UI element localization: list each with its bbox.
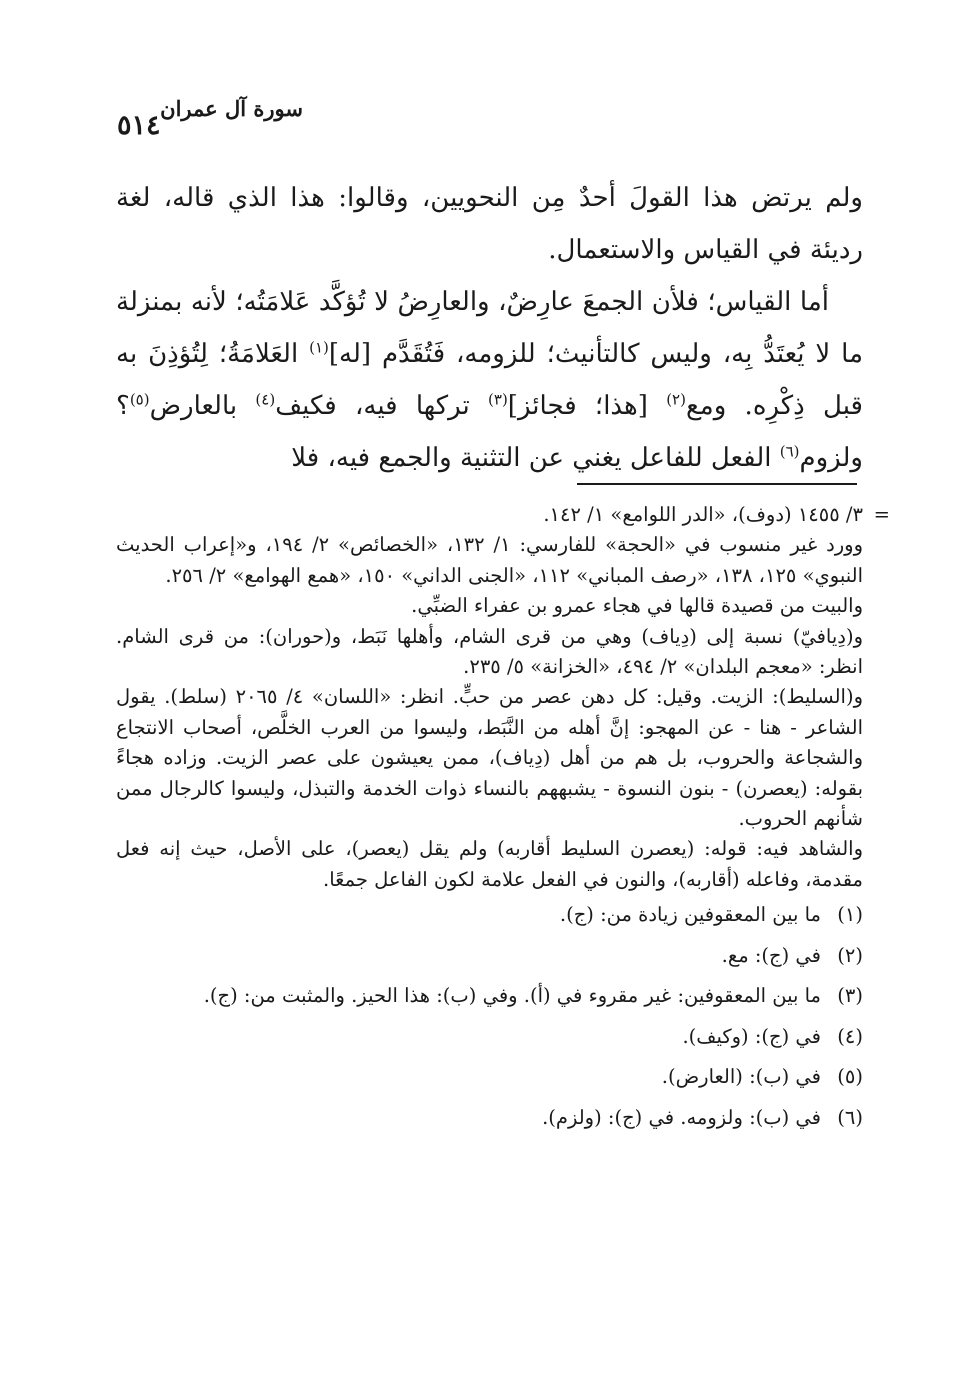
paragraph-2-part-e: بالعارض bbox=[149, 391, 256, 421]
footnote-text: في (ب): (العارض). bbox=[661, 1065, 821, 1089]
footnote-poet-note: والبيت من قصيدة قالها في هجاء عمرو بن عفراء الضبِّي. bbox=[411, 594, 863, 618]
footnote-ref-4: (٤) bbox=[255, 390, 276, 409]
paragraph-2-part-b: العَلامَةُ؛ لِتُؤذِنَ به قبل ذِكْرِه. ومع bbox=[116, 339, 863, 421]
footnote-text: في (ج): مع. bbox=[721, 943, 821, 967]
footnote-ref-5: (٥) bbox=[129, 390, 150, 409]
continuation-mark: = bbox=[873, 503, 890, 526]
footnote-number: (٤) bbox=[837, 1024, 863, 1048]
footnote-shahid-note: والشاهد فيه: قوله: (يعصرن السليط أقاربه) ولم يقل (يعصر)، على الأصل، حيث إنه فعل مقدمة، وفاعله (أقاربه)، والنون في الفعل علامة لكون الفاعل جمعًا. bbox=[116, 837, 863, 891]
running-title: سورة آل عمران bbox=[160, 96, 303, 121]
paragraph-1-line-2: رديئة في القياس والاستعمال. bbox=[548, 235, 863, 265]
page-number: ٥١٤ bbox=[117, 110, 161, 141]
footnote-number: (٥) bbox=[837, 1065, 863, 1089]
footnote-item-4 bbox=[116, 1017, 863, 1058]
continuation-text: ٣/ ١٤٥٥ (دوف)، «الدر اللوامع» ١/ ١٤٢. bbox=[543, 503, 863, 526]
footnote-number: (٣) bbox=[837, 984, 863, 1008]
footnote-diyafi-note: و(دِيافيّ) نسبة إلى (دِياف) وهي من قرى الشام، وأهلها نَبَط، و(حوران): من قرى الشام. انظر: «معجم البلدان» ٢/ ٤٩٤، «الخزانة» ٥/ ٢٣٥. bbox=[116, 624, 863, 679]
paragraph-2-part-a: أما القياس؛ فلأن الجمعَ عارِضٌ، والعارِضُ لا تُؤكَّد عَلامَتُه؛ لأنه بمنزلة ما لا يُعتَدُّ بِه، وليس كالتأنيث؛ للزومه، فَتُقَدَّم [له] bbox=[116, 287, 863, 369]
paragraph-1-line-1: ولم يرتض هذا القولَ أحدٌ مِن النحويين، وقالوا: هذا الذي قاله، لغة bbox=[116, 183, 863, 213]
footnote-ref-2: (٢) bbox=[666, 390, 686, 409]
footnote-number: (١) bbox=[837, 903, 863, 927]
footnote-item-1 bbox=[116, 895, 863, 936]
footnote-text: في (ب): ولزومه. في (ج): (ولزم). bbox=[542, 1105, 821, 1129]
paragraph-2 bbox=[116, 276, 863, 484]
main-text bbox=[116, 172, 863, 484]
footnote-text: ما بين المعقوفين زيادة من: (ج). bbox=[559, 903, 821, 927]
paragraph-2-part-f: ؟ ولزوم bbox=[116, 391, 863, 473]
paragraph-2-part-c: [هذا؛ فجائز] bbox=[507, 391, 667, 421]
footnote-text: ما بين المعقوفين: غير مقروء في (أ). وفي (ب): هذا الحيز. والمثبت من: (ج). bbox=[203, 984, 821, 1008]
footnote-salit-note: و(السليط): الزيت. وقيل: كل دهن عصر من حبٍّ. انظر: «اللسان» ٤/ ٢٠٦٥ (سلط). يقول الشاعر - هنا - عن المهجو: إنَّ أهله من النَّبَط، وليسوا من العرب الخلَّص، أصحاب الانتجاع والشجاعة والحروب، بل هم من أهل (دِياف)، ممن يعيشون على عصر الزيت. وزاده هجاءً بقوله: (يعصرن) - بنون النسوة - يشبههم بالنساء ذوات الخدمة والتبذل، وليسوا كالرجال ممن شأنهم الحروب. bbox=[116, 685, 863, 831]
footnote-sources: وورد غير منسوب في «الحجة» للفارسي: ١/ ١٣٢، «الخصائص» ٢/ ١٩٤، و«إعراب الحديث النبوي» ١٢٥، ١٣٨، «رصف المباني» ١١٢، «الجنى الداني» ١٥٠، «همع الهوامع» ٢/ ٢٥٦. bbox=[116, 533, 864, 587]
footnote-ref-3: (٣) bbox=[488, 390, 508, 409]
footnote-continuation bbox=[116, 500, 890, 530]
paragraph-2-part-d: تركها فيه، فكيف bbox=[275, 391, 489, 421]
footnote-item-6 bbox=[116, 1098, 863, 1139]
footnote-number: (٦) bbox=[837, 1105, 863, 1129]
footnote-item-5 bbox=[116, 1057, 863, 1098]
footnote-item-3 bbox=[116, 976, 863, 1017]
footnote-number: (٢) bbox=[837, 943, 863, 967]
footnote-rule bbox=[577, 483, 857, 485]
footnote-ref-6: (٦) bbox=[779, 442, 800, 461]
paragraph-2-part-g: الفعل للفاعل يغني عن التثنية والجمع فيه، فلا bbox=[291, 443, 780, 473]
footnote-item-2 bbox=[116, 936, 863, 977]
footnote-ref-1: (١) bbox=[309, 338, 329, 357]
footnote-text: في (ج): (وكيف). bbox=[682, 1024, 821, 1048]
footnotes bbox=[116, 500, 890, 1138]
